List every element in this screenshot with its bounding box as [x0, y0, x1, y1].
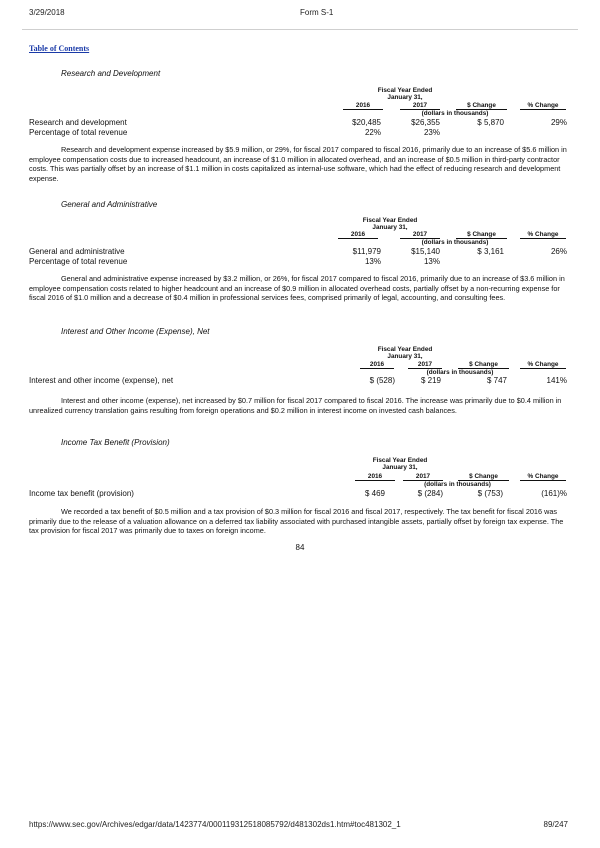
col-header-dollar-change: $ Change — [458, 361, 509, 369]
row-label: Income tax benefit (provision) — [29, 489, 134, 498]
form-name: Form S-1 — [300, 8, 334, 17]
row-label: Percentage of total revenue — [29, 257, 128, 266]
cell-2017: $15,140 — [411, 247, 440, 256]
cell-pct-change: 26% — [550, 247, 567, 256]
units-label: (dollars in thousands) — [421, 239, 489, 246]
row-label: Percentage of total revenue — [29, 128, 128, 137]
col-header-dollar-change: $ Change — [456, 231, 507, 239]
footer-url-link[interactable]: https://www.sec.gov/Archives/edgar/data/1423774/000119312518085792/d481302ds1.htm#toc481302_1 — [29, 820, 401, 829]
cell-pct-change: 141% — [546, 376, 567, 385]
col-header-pct-change: % Change — [520, 361, 566, 369]
col-header-pct-change: % Change — [520, 102, 566, 110]
section-paragraph-interest: Interest and other income (expense), net increased by $0.7 million for fiscal 2017 compared to fiscal 2016. The increase was primarily due to $0.4 million in unrealized currency translation gains resulting from foreign operations and $0.2 million in interest income on invested cash balances. — [29, 396, 562, 415]
row-label: Interest and other income (expense), net — [29, 376, 174, 385]
table-period-header-line2: January 31, — [387, 353, 423, 360]
cell-dollar-change: $ (753) — [477, 489, 503, 498]
cell-2017: $26,355 — [411, 118, 440, 127]
col-header-2017: 2017 — [408, 361, 442, 369]
col-header-2016: 2016 — [360, 361, 394, 369]
cell-2016: $11,979 — [352, 247, 381, 256]
table-of-contents-link[interactable]: Table of Contents — [29, 44, 90, 53]
cell-2016: 13% — [364, 257, 381, 266]
cell-2016: $ 469 — [364, 489, 385, 498]
cell-pct-change: 29% — [550, 118, 567, 127]
cell-2016: $ (528) — [369, 376, 395, 385]
col-header-2017: 2017 — [403, 473, 443, 481]
cell-2016: $20,485 — [352, 118, 381, 127]
col-header-dollar-change: $ Change — [456, 102, 507, 110]
table-period-header-line1: Fiscal Year Ended — [377, 346, 433, 353]
cell-2017: $ 219 — [420, 376, 441, 385]
units-label: (dollars in thousands) — [424, 481, 491, 488]
col-header-2016: 2016 — [355, 473, 395, 481]
units-label: (dollars in thousands) — [421, 110, 489, 117]
footer-page-count: 89/247 — [543, 820, 568, 829]
cell-dollar-change: $ 747 — [486, 376, 507, 385]
cell-2016: 22% — [364, 128, 381, 137]
table-period-header-line2: January 31, — [382, 464, 418, 471]
section-title-income-tax: Income Tax Benefit (Provision) — [61, 438, 170, 447]
table-period-header-line1: Fiscal Year Ended — [372, 457, 428, 464]
col-header-pct-change: % Change — [520, 231, 566, 239]
cell-dollar-change: $ 3,161 — [477, 247, 504, 256]
col-header-2016: 2016 — [343, 102, 383, 110]
page-number: 84 — [295, 543, 305, 552]
col-header-pct-change: % Change — [520, 473, 566, 481]
table-period-header-line2: January 31, — [372, 224, 408, 231]
table-period-header-line2: January 31, — [387, 94, 423, 101]
section-title-interest: Interest and Other Income (Expense), Net — [61, 327, 210, 336]
print-date: 3/29/2018 — [29, 8, 65, 17]
col-header-2016: 2016 — [338, 231, 378, 239]
cell-pct-change: (161)% — [541, 489, 567, 498]
table-period-header-line1: Fiscal Year Ended — [362, 217, 418, 224]
table-period-header-line1: Fiscal Year Ended — [377, 87, 433, 94]
section-paragraph-rd: Research and development expense increased by $5.9 million, or 29%, for fiscal 2017 compared to fiscal 2016, primarily due to an increase of $5.6 million in employee compensation costs due to increased headcount, an increase of $1.0 million in allocated overhead, and an increase of $0.5 million in third-party contractor costs. This was partially offset by an increase of $1.1 million in costs capitalized as internal-use software, which had the effect of reducing research and development expense. — [29, 145, 567, 184]
row-label: General and administrative — [29, 247, 125, 256]
section-paragraph-income-tax: We recorded a tax benefit of $0.5 million and a tax provision of $0.3 million for fiscal 2016 and fiscal 2017, respectively. The tax benefit for fiscal 2016 was primarily due to the release of a valuation allowance on a deferred tax liability associated with purchased intangible assets, partially offset by foreign tax expense. The tax provision for fiscal 2017 was primarily due to taxes on foreign income. — [29, 507, 564, 536]
row-label: Research and development — [29, 118, 127, 127]
col-header-2017: 2017 — [400, 102, 440, 110]
col-header-dollar-change: $ Change — [458, 473, 509, 481]
cell-dollar-change: $ 5,870 — [477, 118, 504, 127]
section-title-ga: General and Administrative — [61, 200, 158, 209]
section-paragraph-ga: General and administrative expense increased by $3.2 million, or 26%, for fiscal 2017 compared to fiscal 2016, primarily due to an increase of $3.6 million in employee compensation costs related to higher headcount and an increase of $0.9 million in allocated overhead costs, partially offset by a non-recurring expense for fiscal 2016 of $1.0 million and a decrease of $0.4 million in professional services fees, comprised primarily of legal, accounting, and consulting fees. — [29, 274, 565, 303]
cell-2017: 13% — [423, 257, 440, 266]
units-label: (dollars in thousands) — [426, 369, 494, 376]
section-title-rd: Research and Development — [61, 69, 161, 78]
cell-2017: $ (284) — [417, 489, 443, 498]
cell-2017: 23% — [423, 128, 440, 137]
col-header-2017: 2017 — [400, 231, 440, 239]
header-divider — [22, 29, 578, 30]
